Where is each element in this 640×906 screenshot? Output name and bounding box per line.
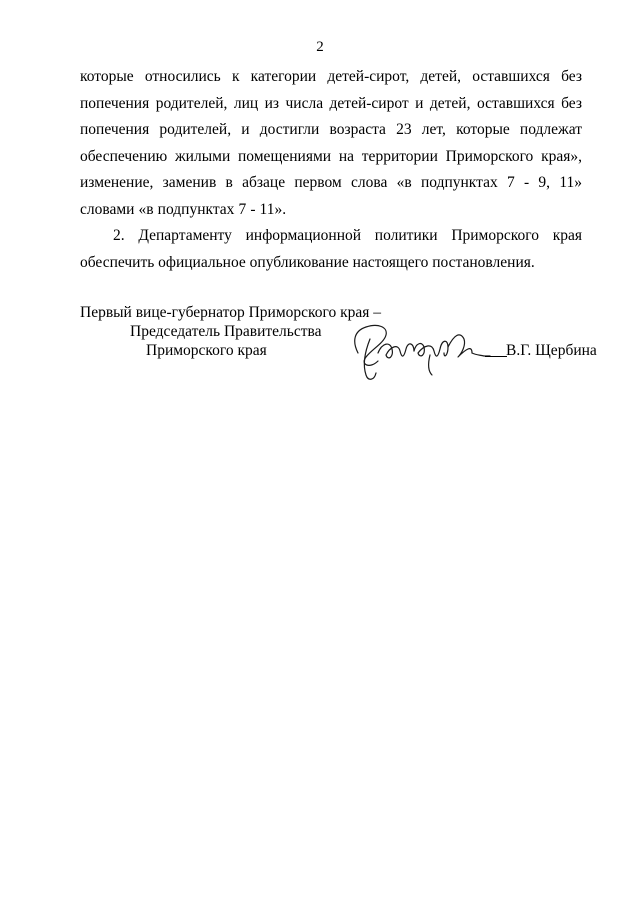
signatory-title-line-1: Первый вице-губернатор Приморского края – — [80, 304, 382, 321]
signatory-title-line-2: Председатель Правительства — [130, 323, 322, 340]
signature-underline — [485, 356, 507, 357]
signature-stroke-7 — [429, 355, 432, 375]
document-body — [80, 64, 582, 276]
paragraph-continuation: которые относились к категории детей-сирот, детей, оставшихся без попечения родителей, лиц из числа детей-сирот и детей, оставшихся без попечения родителей, и достигли возраста 23 лет, которые подлежат обеспечению жилыми помещениями на территории Приморского края», изменение, заменив в абзаце первом слова «в подпунктах 7 - 9, 11» словами «в подпунктах 7 - 11». — [80, 68, 582, 218]
paragraph-item-2: 2. Департаменту информационной политики Приморского края обеспечить официальное опубликование настоящего постановления. — [80, 227, 582, 271]
signature-stroke-2 — [364, 339, 376, 379]
signature-stroke-3 — [378, 344, 414, 358]
page-number: 2 — [316, 39, 324, 55]
signature-stroke-4 — [414, 341, 448, 356]
signature-block — [80, 303, 600, 383]
signatory-title-line-3: Приморского края — [146, 342, 267, 359]
handwritten-signature — [344, 313, 504, 383]
signatory-name: В.Г. Щербина — [506, 342, 597, 359]
signature-stroke-1 — [355, 325, 387, 365]
signature-stroke-5 — [448, 335, 472, 357]
